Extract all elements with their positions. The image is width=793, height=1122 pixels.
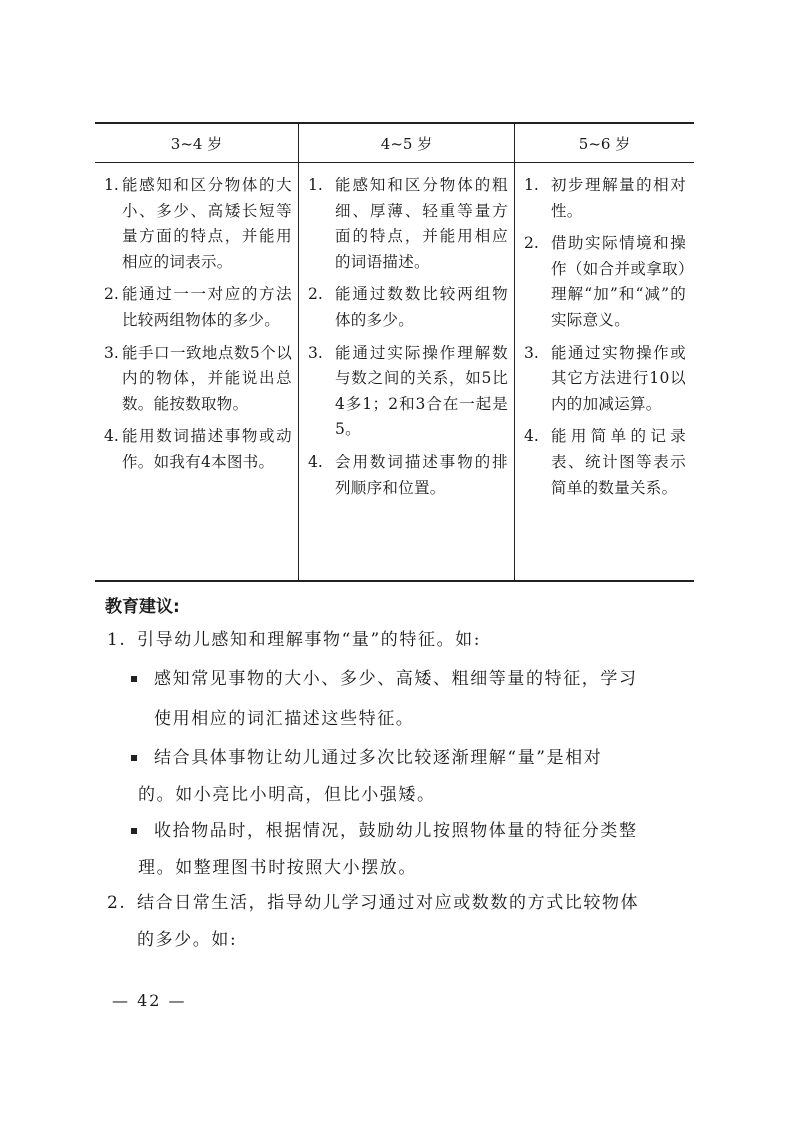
- list-item: [104, 341, 292, 418]
- bullet-continuation: [138, 850, 668, 886]
- item-number: 4.: [308, 452, 323, 471]
- bullet-line: 使用相应的词汇描述这些特征。: [154, 709, 415, 729]
- column-age-3-4: [95, 163, 298, 580]
- list-item: [104, 424, 292, 475]
- square-bullet-icon: [131, 755, 137, 761]
- header-age-5-6: 5~6 岁: [514, 124, 694, 162]
- suggestion-item-2-continuation: [137, 922, 697, 958]
- list-item: [308, 282, 508, 333]
- list-item: [524, 231, 686, 333]
- bullet-line: 理。如整理图书时按照大小摆放。: [138, 858, 417, 878]
- item-number: 1.: [107, 630, 127, 650]
- table-header-row: [95, 124, 694, 163]
- bullet-line: 结合具体事物让幼儿通过多次比较逐渐理解“量”是相对: [154, 748, 603, 768]
- item-number: 3.: [104, 343, 119, 362]
- item-number: 4.: [104, 427, 119, 446]
- list-item: [308, 341, 508, 443]
- table-body-row: [95, 163, 694, 580]
- item-text: 能通过数数比较两组物体的多少。: [335, 285, 508, 329]
- suggestion-item-2: [107, 885, 707, 921]
- item-text: 的多少。如:: [137, 930, 238, 950]
- item-text: 能手口一致地点数5个以内的物体，并能说出总数。能按数取物。: [122, 343, 292, 413]
- item-text: 结合日常生活，指导幼儿学习通过对应或数数的方式比较物体: [137, 893, 640, 913]
- item-number: 2.: [107, 893, 127, 913]
- column-age-5-6: [514, 163, 694, 580]
- list-item: [524, 173, 686, 224]
- item-number: 2.: [308, 285, 323, 304]
- list-item: [104, 173, 292, 275]
- item-number: 3.: [308, 343, 323, 362]
- suggestion-item-1: [107, 622, 707, 658]
- item-text: 能通过实际操作理解数与数之间的关系，如5比4多1；2和3合在一起是5。: [335, 343, 508, 439]
- header-age-4-5: 4~5 岁: [298, 124, 514, 162]
- bullet-item: [154, 813, 684, 849]
- item-text: 借助实际情境和操作（如合并或拿取）理解“加”和“减”的实际意义。: [551, 234, 686, 329]
- column-age-4-5: [298, 163, 514, 580]
- bullet-line: 的。如小亮比小明高，但比小强矮。: [138, 785, 436, 805]
- list-item: [308, 450, 508, 501]
- item-number: 1.: [308, 176, 323, 194]
- page-number: — 42 —: [112, 991, 187, 1010]
- item-text: 能通过实物操作或其它方法进行10以内的加减运算。: [551, 343, 686, 413]
- item-text: 能用简单的记录表、统计图等表示简单的数量关系。: [551, 427, 686, 497]
- bullet-item: [154, 661, 684, 697]
- development-goals-table: [95, 122, 694, 582]
- item-text: 引导幼儿感知和理解事物“量”的特征。如:: [137, 630, 482, 650]
- item-number: 1.: [524, 176, 539, 194]
- item-text: 能通过一一对应的方法比较两组物体的多少。: [122, 285, 292, 329]
- bullet-continuation: [138, 777, 668, 813]
- bullet-item: [154, 740, 684, 776]
- square-bullet-icon: [131, 828, 137, 834]
- bullet-line: 收拾物品时，根据情况，鼓励幼儿按照物体量的特征分类整: [154, 821, 638, 841]
- suggestions-heading: 教育建议:: [105, 597, 180, 617]
- square-bullet-icon: [131, 676, 137, 682]
- bullet-continuation: [154, 701, 684, 737]
- item-number: 1.: [104, 176, 119, 194]
- bullet-line: 感知常见事物的大小、多少、高矮、粗细等量的特征，学习: [154, 669, 638, 689]
- list-item: [524, 424, 686, 501]
- header-age-3-4: 3~4 岁: [170, 134, 223, 153]
- list-item: [308, 173, 508, 275]
- item-number: 3.: [524, 343, 539, 362]
- item-text: 会用数词描述事物的排列顺序和位置。: [335, 452, 508, 497]
- list-item: [104, 282, 292, 333]
- item-number: 2.: [104, 285, 119, 304]
- item-number: 2.: [524, 234, 539, 253]
- item-text: 初步理解量的相对性。: [551, 176, 686, 220]
- item-number: 4.: [524, 427, 539, 446]
- item-text: 能用数词描述事物或动作。如我有4本图书。: [122, 427, 292, 471]
- item-text: 能感知和区分物体的粗细、厚薄、轻重等量方面的特点，并能用相应的词语描述。: [335, 176, 508, 271]
- list-item: [524, 341, 686, 418]
- item-text: 能感知和区分物体的大小、多少、高矮长短等量方面的特点，并能用相应的词表示。: [122, 176, 292, 271]
